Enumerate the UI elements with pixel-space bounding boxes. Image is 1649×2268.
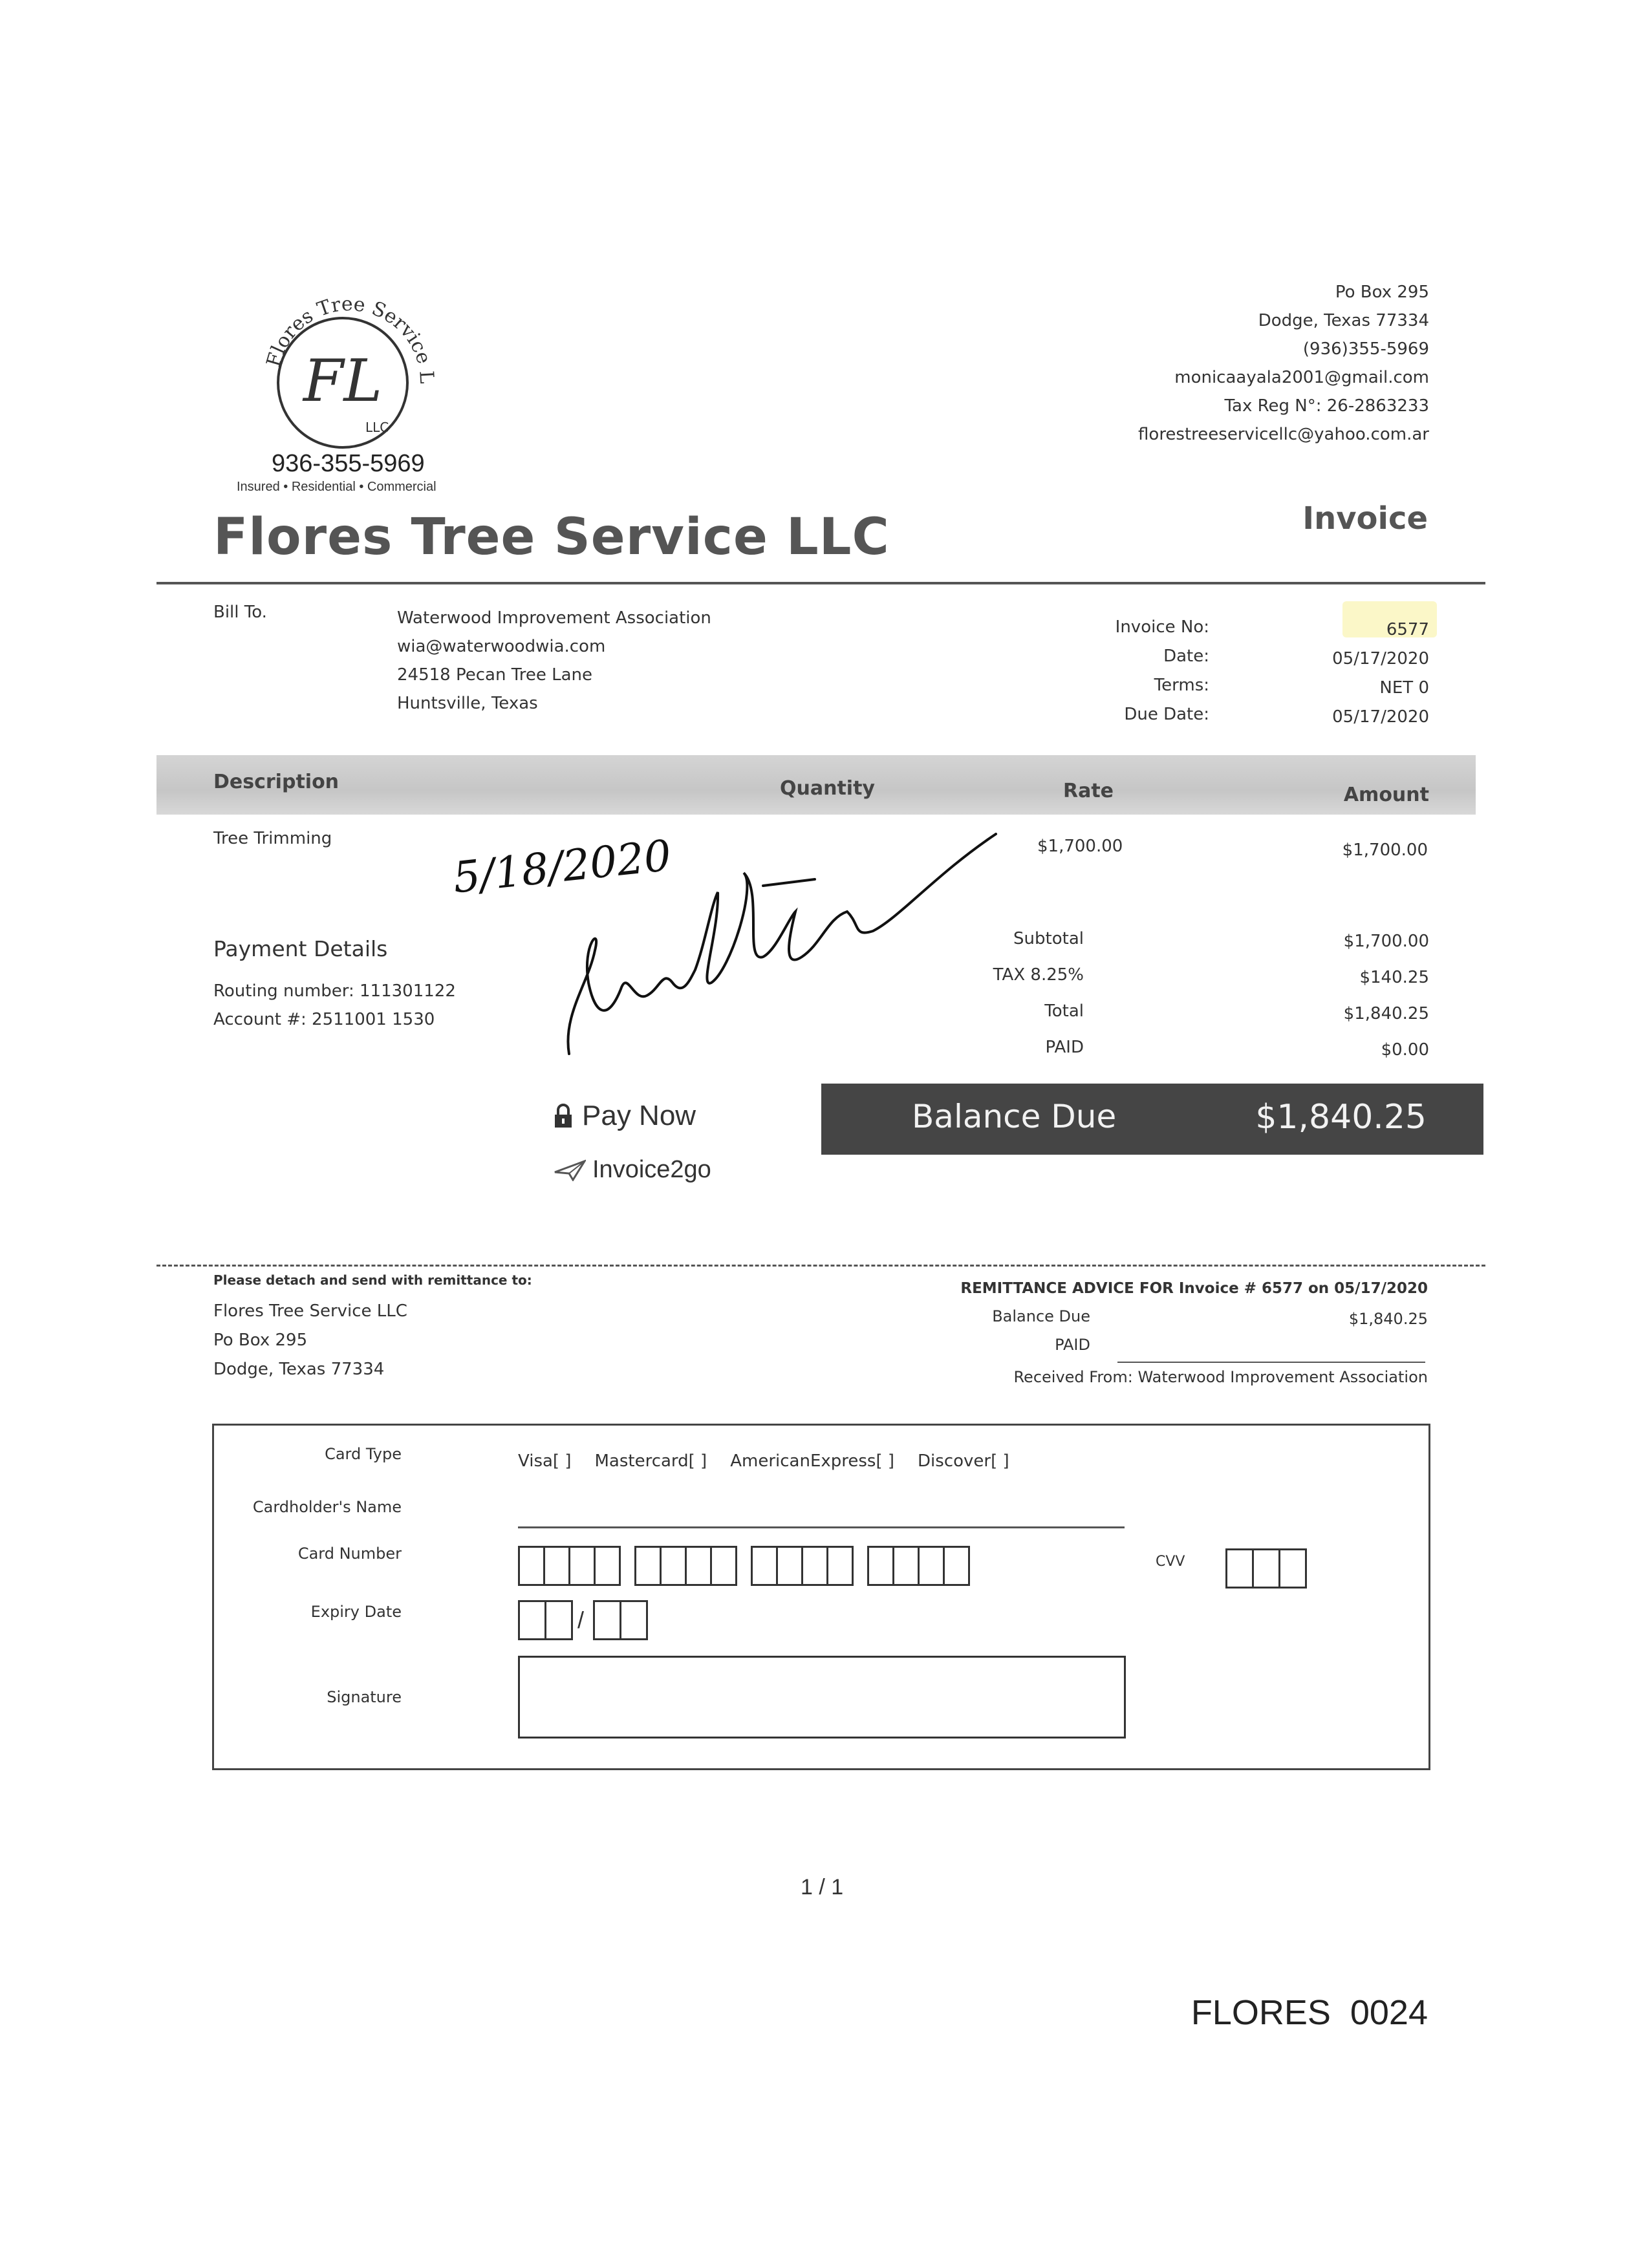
document-title: Invoice [1302,500,1428,537]
remit-paid-rule [1117,1362,1425,1363]
paid-value: $0.00 [1381,1040,1429,1060]
invoice-meta-values [1267,615,1429,732]
signature-field[interactable] [518,1656,1126,1738]
company-address [976,278,1429,449]
tax-value: $140.25 [1359,968,1429,987]
expiry-date-field[interactable] [518,1600,660,1640]
routing-number: Routing number: 111301122 [213,981,456,1001]
handwritten-date: 5/18/2020 [450,830,674,903]
address-email-2: florestreeservicellc@yahoo.com.ar [1138,425,1429,444]
bill-to-block [397,604,711,718]
bill-to-line: Waterwood Improvement Association [397,608,711,628]
logo-monogram: FL [303,347,383,415]
card-number-label: Card Number [297,1545,402,1563]
detach-note: Please detach and send with remittance to: [213,1272,532,1288]
card-option-mastercard[interactable]: Mastercard[ ] [594,1451,707,1471]
address-line: (936)355-5969 [1302,339,1429,359]
terms-label: Terms: [1154,676,1209,695]
cardholder-name-field[interactable] [518,1526,1125,1528]
pay-now-label: Pay Now [582,1100,696,1131]
invoice-no-label: Invoice No: [1115,617,1209,637]
date-value: 05/17/2020 [1332,649,1429,669]
logo-phone: 936-355-5969 [272,450,425,477]
company-name: Flores Tree Service LLC [213,508,890,566]
card-type-options [518,1451,1009,1471]
logo-llc: LLC [365,420,389,435]
invoice2go-brand [554,1156,711,1184]
detach-line [156,1265,1485,1267]
total-label: Total [1044,1001,1084,1021]
item-description: Tree Trimming [213,829,332,848]
due-date-value: 05/17/2020 [1332,707,1429,727]
bill-to-line: Huntsville, Texas [397,694,538,713]
card-option-visa[interactable]: Visa[ ] [518,1451,572,1471]
signature-label: Signature [327,1688,402,1706]
balance-due-bar [821,1084,1483,1155]
cvv-field[interactable] [1225,1548,1310,1589]
col-quantity: Quantity [780,777,875,800]
expiry-separator: / [577,1607,585,1633]
item-rate: $1,700.00 [1037,837,1123,856]
address-email: monicaayala2001@gmail.com [1174,368,1429,387]
subtotal-value: $1,700.00 [1343,932,1429,951]
account-number: Account #: 2511001 1530 [213,1010,435,1029]
payment-details-title: Payment Details [213,936,388,961]
due-date-label: Due Date: [1124,705,1209,724]
paid-label: PAID [1045,1038,1084,1057]
expiry-date-label: Expiry Date [310,1603,402,1621]
col-amount: Amount [1343,784,1429,806]
col-description: Description [213,771,339,793]
lock-icon [554,1103,573,1129]
balance-due-amount: $1,840.25 [1255,1098,1427,1137]
logo-tagline: Insured • Residential • Commercial [237,480,436,494]
page-number: 1 / 1 [801,1875,844,1899]
pay-now-button[interactable] [554,1098,696,1134]
tax-label: TAX 8.25% [993,965,1084,985]
remittance-title: REMITTANCE ADVICE FOR Invoice # 6577 on 05/17/2020 [960,1280,1428,1297]
card-payment-form [212,1424,1430,1770]
terms-value: NET 0 [1379,678,1429,698]
balance-due-label: Balance Due [912,1098,1117,1135]
invoice2go-label: Invoice2go [592,1156,711,1183]
address-line: Dodge, Texas 77334 [1258,311,1429,330]
logo-ring-text: Flores Tree Service L [262,292,438,385]
bates-number: FLORES 0024 [1191,1993,1428,2032]
card-option-discover[interactable]: Discover[ ] [918,1451,1009,1471]
total-value: $1,840.25 [1343,1004,1429,1023]
totals-labels [918,921,1084,1065]
bill-to-label: Bill To. [213,603,267,622]
remit-address-line: Po Box 295 [213,1331,308,1350]
invoice-meta-labels [1048,613,1209,729]
totals-values [1267,923,1429,1068]
remit-address-line: Flores Tree Service LLC [213,1301,407,1321]
card-number-field[interactable] [518,1546,984,1586]
remit-balance-label: Balance Due [992,1307,1090,1325]
signature-name [0,0,1,1]
invoice-no-value: 6577 [1386,620,1429,639]
col-rate: Rate [1063,780,1114,802]
bill-to-email: wia@waterwoodwia.com [397,637,606,656]
received-from: Received From: Waterwood Improvement Association [1013,1368,1428,1386]
subtotal-label: Subtotal [1013,929,1084,948]
date-label: Date: [1163,647,1209,666]
card-option-amex[interactable]: AmericanExpress[ ] [730,1451,895,1471]
bill-to-line: 24518 Pecan Tree Lane [397,665,593,685]
header-rule [156,582,1485,584]
item-amount: $1,700.00 [1342,840,1428,860]
cvv-label: CVV [1156,1554,1185,1570]
address-tax-reg: Tax Reg N°: 26-2863233 [1224,396,1429,416]
paper-plane-icon [554,1159,586,1181]
address-line: Po Box 295 [1335,283,1429,302]
cardholder-name-label: Cardholder's Name [252,1498,402,1516]
remit-address-line: Dodge, Texas 77334 [213,1360,385,1379]
remit-paid-label: PAID [1055,1336,1090,1354]
remit-balance-value: $1,840.25 [1348,1310,1428,1328]
card-type-label: Card Type [325,1445,402,1463]
remit-address [213,1297,407,1384]
